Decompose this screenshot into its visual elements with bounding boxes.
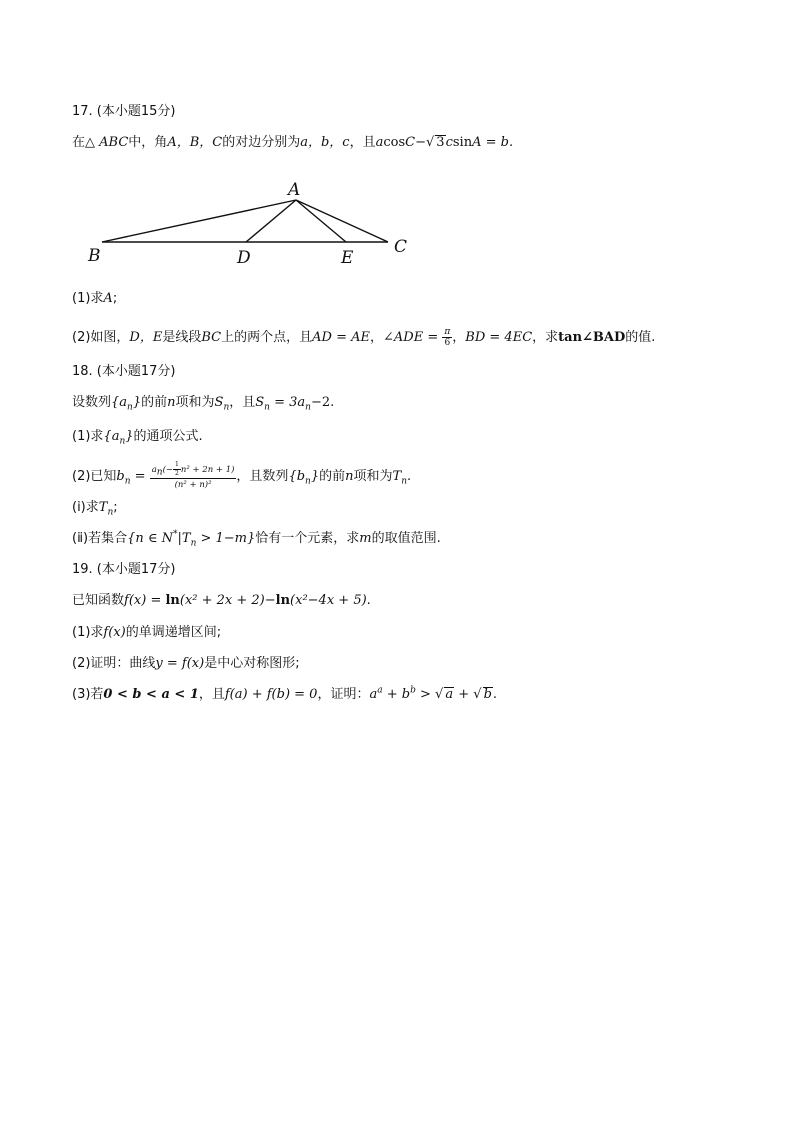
var-tn <box>392 469 407 487</box>
points-de: D，E <box>129 330 163 345</box>
var-a: a <box>151 465 157 475</box>
semicolon: ; <box>112 291 118 306</box>
comma: ， <box>452 330 466 345</box>
seq-symbol: {b <box>288 469 306 484</box>
q18-text: 设数列 <box>72 395 112 410</box>
q18-text: 项和为 <box>175 395 215 410</box>
subscript: n <box>305 476 311 487</box>
plus-sign: + <box>382 687 402 702</box>
sqrt-symbol: √ <box>473 687 482 702</box>
q17-text: ，求 <box>532 330 559 345</box>
point-e-label: E <box>341 248 354 268</box>
point-b-label: B <box>88 246 101 266</box>
minus-sign: − <box>415 135 426 150</box>
condition-bd-ec: BD = 4EC <box>465 330 533 345</box>
seq-symbol: {a <box>103 429 120 444</box>
q18-stem <box>72 394 334 412</box>
condition-ad-ae: AD = AE <box>312 330 370 345</box>
q18-part2-i <box>72 499 118 517</box>
sin-fn: sin <box>452 135 473 150</box>
num-part: (− <box>162 465 174 475</box>
seq-close: } <box>310 469 320 484</box>
period: . <box>366 593 371 608</box>
angle-ade: ∠ADE = <box>383 330 443 345</box>
sqrt-symbol: √ <box>435 687 444 702</box>
var-a: a <box>369 687 378 702</box>
fraction-denominator: 6 <box>444 338 451 348</box>
q17-stem-text: 在 <box>72 135 86 150</box>
part-label: (2)如图， <box>72 330 130 345</box>
subscript: n <box>124 476 131 487</box>
part-label: (1)求 <box>72 429 104 444</box>
q18-text: 的前 <box>141 395 168 410</box>
eq-part: = 3a <box>269 395 306 410</box>
half-denominator: 2 <box>175 470 179 477</box>
q18-text: 的取值范围. <box>371 531 441 546</box>
var-b: b <box>500 135 509 150</box>
set-part: {n ∈ N <box>127 531 173 546</box>
var-b: b <box>401 687 411 702</box>
equals-sign: = <box>130 469 150 484</box>
sum-sn <box>214 395 230 413</box>
part-label: (1)求 <box>72 625 104 640</box>
sequence-an <box>103 429 134 447</box>
q18-text: ，且数列 <box>236 469 289 484</box>
condition-fsum: f(a) + f(b) = 0 <box>224 687 318 702</box>
num-part: n² + 2n + 1) <box>180 465 235 475</box>
q19-header: 19. (本小题17分) <box>72 562 176 577</box>
part-label: (ⅱ)若集合 <box>72 531 128 546</box>
inequality-ab: 0 < b < a < 1 <box>103 687 199 702</box>
q19-stem <box>72 592 371 610</box>
period: . <box>406 469 412 484</box>
sqrt-a: a <box>445 687 454 702</box>
set-part: > 1−m} <box>196 531 256 546</box>
subscript: n <box>119 436 126 447</box>
q19-part1 <box>72 624 221 642</box>
subscript: n <box>305 402 311 413</box>
triangle-abc: ABC <box>99 135 129 150</box>
equation-sn <box>255 395 331 413</box>
period: . <box>508 135 514 150</box>
side-names: a，b，c <box>300 135 350 150</box>
var-C: C <box>405 135 416 150</box>
part-label: (1)求 <box>72 291 104 306</box>
subscript: n <box>190 538 197 549</box>
q18-part2-ii <box>72 530 441 548</box>
minus-sign: − <box>264 593 276 608</box>
seq-symbol: {a <box>111 395 128 410</box>
q17-part2 <box>72 327 655 348</box>
q17-text: 的值. <box>625 330 656 345</box>
q17-stem-text: ，且 <box>349 135 376 150</box>
period: . <box>330 395 335 410</box>
var-S: S <box>255 395 265 410</box>
sequence-bn <box>288 469 320 487</box>
segment-ad <box>246 200 296 242</box>
superscript: a <box>377 685 383 696</box>
equals-sign: = <box>481 135 501 150</box>
triangle-figure <box>72 172 422 272</box>
fraction-numerator: π <box>444 327 451 337</box>
segment-ae <box>296 200 346 242</box>
superscript: b <box>410 685 416 696</box>
q18-header: 18. (本小题17分) <box>72 364 176 379</box>
subscript: n <box>127 402 133 413</box>
ln-fn: ln <box>165 593 180 608</box>
q17-text: 上的两个点，且 <box>221 330 313 345</box>
fraction-pi-6 <box>442 327 452 348</box>
fraction-denominator: (n² + n)² <box>174 480 212 490</box>
var-m: m <box>359 531 372 546</box>
q17-part1 <box>72 290 117 308</box>
q17-stem <box>72 134 513 152</box>
part-label: (2)证明：曲线 <box>72 656 156 671</box>
var-b: b <box>116 469 125 484</box>
subscript: n <box>156 467 163 478</box>
segment-ab <box>102 200 296 242</box>
superscript: * <box>173 529 178 540</box>
comma: ， <box>369 330 383 345</box>
function-fx: f(x) <box>103 625 126 640</box>
q19-text: 已知函数 <box>72 593 125 608</box>
var-tn <box>98 500 114 518</box>
fraction-bn <box>150 462 237 491</box>
semicolon: ; <box>113 500 118 515</box>
q18-part1 <box>72 428 203 446</box>
eq-part: −2 <box>310 395 331 410</box>
seq-close: } <box>125 429 134 444</box>
q17-stem-text: 的对边分别为 <box>222 135 301 150</box>
point-d-label: D <box>237 248 251 268</box>
subscript: n <box>223 402 230 413</box>
point-a-label: A <box>288 180 301 200</box>
var-S: S <box>214 395 224 410</box>
var-n: n <box>345 469 354 484</box>
q18-text: 项和为 <box>353 469 393 484</box>
q17-header: 17. (本小题15分) <box>72 104 176 119</box>
q17-text: 是线段 <box>162 330 202 345</box>
triangle-symbol: △ <box>85 135 96 150</box>
segment-ac <box>296 200 388 242</box>
subscript: n <box>107 507 114 518</box>
q19-text: ，证明： <box>317 687 370 702</box>
q19-text: ，且 <box>198 687 225 702</box>
part-label: (ⅰ)求 <box>72 500 99 515</box>
q18-text: ，且 <box>229 395 256 410</box>
plus-sign: + <box>454 687 474 702</box>
half-numerator: 1 <box>175 461 179 468</box>
tan-bad: tan∠BAD <box>558 330 626 345</box>
q19-text: 是中心对称图形; <box>204 656 300 671</box>
var-a: a <box>375 135 384 150</box>
greater-sign: > <box>415 687 436 702</box>
q19-text: 的单调递增区间; <box>125 625 222 640</box>
set-expression <box>127 529 256 549</box>
period: . <box>492 687 498 702</box>
seq-close: } <box>132 395 142 410</box>
var-n: n <box>167 395 176 410</box>
var-T: T <box>98 500 108 515</box>
sqrt-3: 3 <box>436 135 445 150</box>
inequality-power <box>369 687 492 702</box>
var-A: A <box>103 291 113 306</box>
equals-sign: = <box>146 593 166 608</box>
q18-text: 的前 <box>319 469 346 484</box>
q19-part3 <box>72 686 497 704</box>
sequence-an <box>111 395 142 413</box>
ln-fn: ln <box>275 593 291 608</box>
fraction-numerator <box>150 462 237 479</box>
q19-part2 <box>72 655 300 673</box>
q18-part2 <box>72 462 411 491</box>
subscript: n <box>264 402 270 413</box>
q18-text: 恰有一个元素，求 <box>255 531 360 546</box>
sqrt-symbol: √ <box>426 135 435 150</box>
subscript: n <box>401 476 407 487</box>
point-c-label: C <box>394 237 408 257</box>
part-label: (2)已知 <box>72 469 117 484</box>
curve-equation: y = f(x) <box>155 656 205 671</box>
sqrt-b: b <box>483 687 492 702</box>
ln-argument: (x²−4x + 5) <box>290 593 367 608</box>
q18-text: 的通项公式. <box>133 429 203 444</box>
var-c: c <box>445 135 453 150</box>
var-A: A <box>472 135 482 150</box>
segment-bc-name: BC <box>201 330 222 345</box>
q17-stem-text: 中，角 <box>128 135 168 150</box>
ln-argument: (x² + 2x + 2) <box>179 593 265 608</box>
fraction-half <box>173 462 181 477</box>
part-label: (3)若 <box>72 687 104 702</box>
function-fx: f(x) <box>124 593 147 608</box>
cos-fn: cos <box>383 135 406 150</box>
set-part: |T <box>177 531 191 546</box>
var-T: T <box>392 469 402 484</box>
angle-names: A，B，C <box>167 135 223 150</box>
var-bn <box>116 469 131 487</box>
